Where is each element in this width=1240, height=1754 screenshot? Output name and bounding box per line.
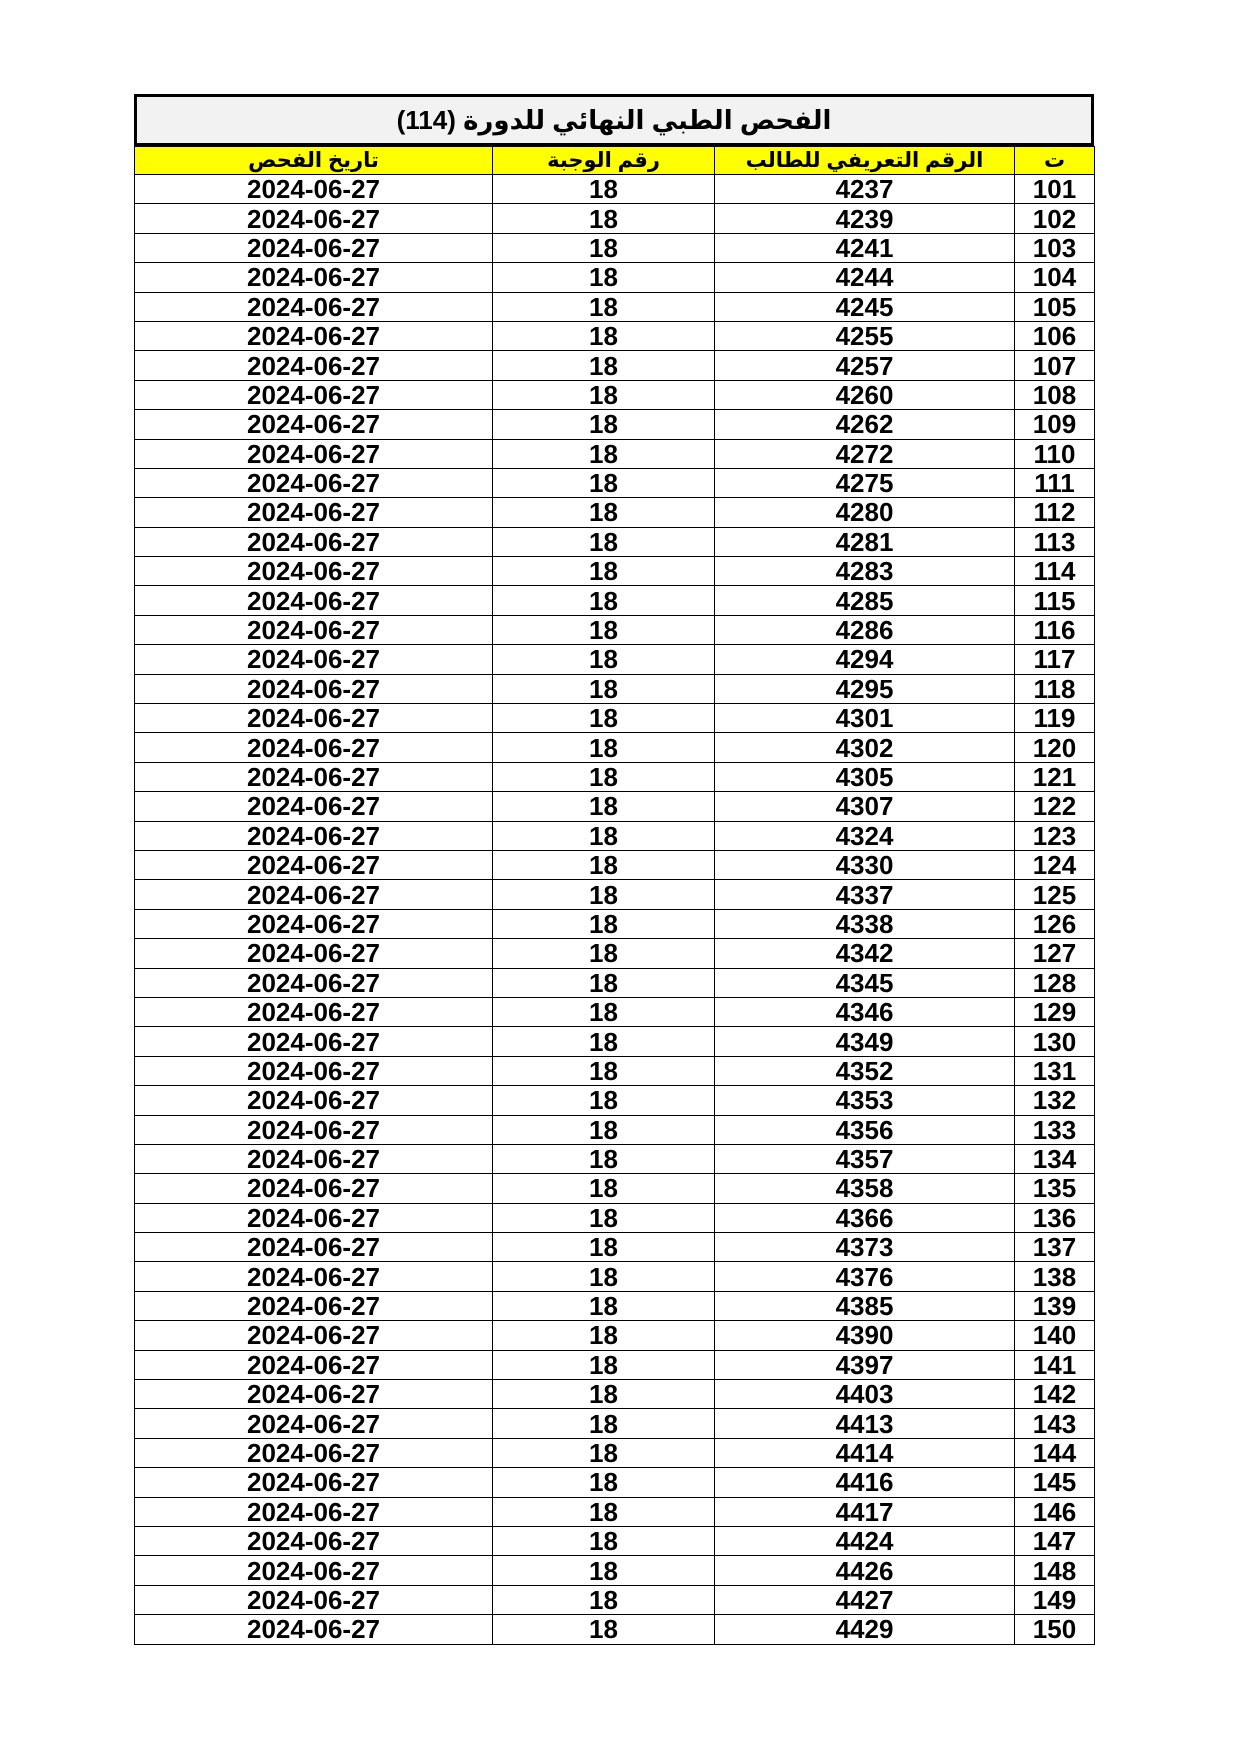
cell-seq: 107 xyxy=(1015,351,1095,380)
title-box xyxy=(134,94,1094,146)
cell-meal-no: 18 xyxy=(493,939,715,968)
table-row xyxy=(135,439,1095,468)
cell-seq: 148 xyxy=(1015,1556,1095,1585)
cell-meal-no: 18 xyxy=(493,792,715,821)
table-row xyxy=(135,410,1095,439)
table-row xyxy=(135,1233,1095,1262)
cell-student-id: 4286 xyxy=(715,615,1015,644)
table-row xyxy=(135,1321,1095,1350)
table-row xyxy=(135,1144,1095,1173)
cell-seq: 143 xyxy=(1015,1409,1095,1438)
table-row xyxy=(135,733,1095,762)
cell-student-id: 4373 xyxy=(715,1233,1015,1262)
cell-student-id: 4390 xyxy=(715,1321,1015,1350)
cell-meal-no: 18 xyxy=(493,380,715,409)
header-student-id: الرقم التعريفي للطالب xyxy=(715,147,1015,175)
cell-seq: 139 xyxy=(1015,1291,1095,1320)
cell-student-id: 4260 xyxy=(715,380,1015,409)
table-row xyxy=(135,821,1095,850)
cell-meal-no: 18 xyxy=(493,1144,715,1173)
cell-meal-no: 18 xyxy=(493,1056,715,1085)
table-row xyxy=(135,645,1095,674)
table-row xyxy=(135,880,1095,909)
cell-student-id: 4417 xyxy=(715,1497,1015,1526)
cell-seq: 133 xyxy=(1015,1115,1095,1144)
cell-seq: 135 xyxy=(1015,1174,1095,1203)
cell-seq: 109 xyxy=(1015,410,1095,439)
cell-meal-no: 18 xyxy=(493,1027,715,1056)
cell-exam-date: 2024-06-27 xyxy=(135,792,493,821)
table-row xyxy=(135,968,1095,997)
table-row xyxy=(135,1585,1095,1614)
cell-exam-date: 2024-06-27 xyxy=(135,1027,493,1056)
table-body xyxy=(135,175,1095,1645)
cell-meal-no: 18 xyxy=(493,1615,715,1644)
table-row xyxy=(135,292,1095,321)
table-row xyxy=(135,1380,1095,1409)
cell-student-id: 4352 xyxy=(715,1056,1015,1085)
cell-seq: 113 xyxy=(1015,527,1095,556)
cell-seq: 140 xyxy=(1015,1321,1095,1350)
table-row xyxy=(135,1027,1095,1056)
cell-seq: 150 xyxy=(1015,1615,1095,1644)
table-row xyxy=(135,175,1095,204)
cell-seq: 105 xyxy=(1015,292,1095,321)
cell-student-id: 4366 xyxy=(715,1203,1015,1232)
cell-student-id: 4397 xyxy=(715,1350,1015,1379)
table-row xyxy=(135,586,1095,615)
cell-student-id: 4301 xyxy=(715,704,1015,733)
table-row xyxy=(135,204,1095,233)
cell-meal-no: 18 xyxy=(493,351,715,380)
cell-student-id: 4346 xyxy=(715,997,1015,1026)
cell-exam-date: 2024-06-27 xyxy=(135,1585,493,1614)
cell-student-id: 4349 xyxy=(715,1027,1015,1056)
cell-meal-no: 18 xyxy=(493,586,715,615)
cell-seq: 130 xyxy=(1015,1027,1095,1056)
cell-student-id: 4295 xyxy=(715,674,1015,703)
cell-seq: 142 xyxy=(1015,1380,1095,1409)
cell-seq: 118 xyxy=(1015,674,1095,703)
table-row xyxy=(135,468,1095,497)
cell-exam-date: 2024-06-27 xyxy=(135,821,493,850)
table-row xyxy=(135,762,1095,791)
cell-seq: 147 xyxy=(1015,1526,1095,1555)
cell-meal-no: 18 xyxy=(493,821,715,850)
cell-student-id: 4272 xyxy=(715,439,1015,468)
cell-seq: 132 xyxy=(1015,1086,1095,1115)
cell-student-id: 4337 xyxy=(715,880,1015,909)
exam-table xyxy=(134,146,1095,1645)
cell-exam-date: 2024-06-27 xyxy=(135,1233,493,1262)
table-row xyxy=(135,615,1095,644)
cell-seq: 144 xyxy=(1015,1438,1095,1467)
cell-exam-date: 2024-06-27 xyxy=(135,733,493,762)
table-row xyxy=(135,1203,1095,1232)
cell-seq: 115 xyxy=(1015,586,1095,615)
cell-meal-no: 18 xyxy=(493,1291,715,1320)
cell-meal-no: 18 xyxy=(493,321,715,350)
table-row xyxy=(135,1291,1095,1320)
cell-exam-date: 2024-06-27 xyxy=(135,498,493,527)
cell-seq: 112 xyxy=(1015,498,1095,527)
cell-meal-no: 18 xyxy=(493,204,715,233)
cell-student-id: 4358 xyxy=(715,1174,1015,1203)
cell-seq: 138 xyxy=(1015,1262,1095,1291)
cell-seq: 136 xyxy=(1015,1203,1095,1232)
table-row xyxy=(135,1497,1095,1526)
cell-meal-no: 18 xyxy=(493,175,715,204)
cell-seq: 106 xyxy=(1015,321,1095,350)
cell-student-id: 4413 xyxy=(715,1409,1015,1438)
page-title: الفحص الطبي النهائي للدورة (114) xyxy=(396,104,832,135)
cell-student-id: 4281 xyxy=(715,527,1015,556)
cell-student-id: 4403 xyxy=(715,1380,1015,1409)
cell-student-id: 4302 xyxy=(715,733,1015,762)
cell-student-id: 4244 xyxy=(715,263,1015,292)
cell-meal-no: 18 xyxy=(493,968,715,997)
cell-seq: 114 xyxy=(1015,557,1095,586)
cell-seq: 121 xyxy=(1015,762,1095,791)
cell-meal-no: 18 xyxy=(493,263,715,292)
cell-student-id: 4376 xyxy=(715,1262,1015,1291)
cell-seq: 129 xyxy=(1015,997,1095,1026)
cell-student-id: 4294 xyxy=(715,645,1015,674)
cell-student-id: 4324 xyxy=(715,821,1015,850)
cell-student-id: 4385 xyxy=(715,1291,1015,1320)
header-seq: ت xyxy=(1015,147,1095,175)
cell-student-id: 4427 xyxy=(715,1585,1015,1614)
cell-student-id: 4283 xyxy=(715,557,1015,586)
cell-meal-no: 18 xyxy=(493,410,715,439)
cell-seq: 117 xyxy=(1015,645,1095,674)
cell-exam-date: 2024-06-27 xyxy=(135,1526,493,1555)
cell-student-id: 4262 xyxy=(715,410,1015,439)
cell-seq: 122 xyxy=(1015,792,1095,821)
table-row xyxy=(135,1615,1095,1644)
cell-meal-no: 18 xyxy=(493,997,715,1026)
cell-seq: 128 xyxy=(1015,968,1095,997)
cell-student-id: 4245 xyxy=(715,292,1015,321)
cell-student-id: 4241 xyxy=(715,233,1015,262)
cell-student-id: 4424 xyxy=(715,1526,1015,1555)
table-row xyxy=(135,351,1095,380)
table-row xyxy=(135,1262,1095,1291)
table-row xyxy=(135,1409,1095,1438)
cell-seq: 126 xyxy=(1015,909,1095,938)
cell-seq: 103 xyxy=(1015,233,1095,262)
cell-exam-date: 2024-06-27 xyxy=(135,204,493,233)
cell-seq: 149 xyxy=(1015,1585,1095,1614)
table-row xyxy=(135,1438,1095,1467)
table-row xyxy=(135,939,1095,968)
cell-student-id: 4338 xyxy=(715,909,1015,938)
header-exam-date: تاريخ الفحص xyxy=(135,147,493,175)
cell-meal-no: 18 xyxy=(493,1262,715,1291)
cell-student-id: 4307 xyxy=(715,792,1015,821)
cell-student-id: 4416 xyxy=(715,1468,1015,1497)
cell-exam-date: 2024-06-27 xyxy=(135,880,493,909)
cell-meal-no: 18 xyxy=(493,850,715,879)
cell-exam-date: 2024-06-27 xyxy=(135,1056,493,1085)
cell-exam-date: 2024-06-27 xyxy=(135,1615,493,1644)
cell-meal-no: 18 xyxy=(493,1585,715,1614)
cell-meal-no: 18 xyxy=(493,645,715,674)
cell-student-id: 4356 xyxy=(715,1115,1015,1144)
cell-exam-date: 2024-06-27 xyxy=(135,1438,493,1467)
cell-seq: 146 xyxy=(1015,1497,1095,1526)
cell-seq: 124 xyxy=(1015,850,1095,879)
header-meal-no: رقم الوجبة xyxy=(493,147,715,175)
cell-seq: 101 xyxy=(1015,175,1095,204)
document-sheet xyxy=(134,94,1094,1645)
cell-meal-no: 18 xyxy=(493,1409,715,1438)
table-row xyxy=(135,321,1095,350)
cell-seq: 111 xyxy=(1015,468,1095,497)
cell-exam-date: 2024-06-27 xyxy=(135,1203,493,1232)
cell-exam-date: 2024-06-27 xyxy=(135,909,493,938)
cell-meal-no: 18 xyxy=(493,1086,715,1115)
table-row xyxy=(135,997,1095,1026)
cell-student-id: 4280 xyxy=(715,498,1015,527)
cell-exam-date: 2024-06-27 xyxy=(135,263,493,292)
cell-seq: 104 xyxy=(1015,263,1095,292)
cell-meal-no: 18 xyxy=(493,1526,715,1555)
cell-seq: 116 xyxy=(1015,615,1095,644)
cell-student-id: 4414 xyxy=(715,1438,1015,1467)
cell-exam-date: 2024-06-27 xyxy=(135,1321,493,1350)
cell-exam-date: 2024-06-27 xyxy=(135,586,493,615)
table-row xyxy=(135,1115,1095,1144)
cell-exam-date: 2024-06-27 xyxy=(135,674,493,703)
cell-student-id: 4357 xyxy=(715,1144,1015,1173)
cell-exam-date: 2024-06-27 xyxy=(135,233,493,262)
cell-meal-no: 18 xyxy=(493,468,715,497)
cell-exam-date: 2024-06-27 xyxy=(135,351,493,380)
cell-exam-date: 2024-06-27 xyxy=(135,468,493,497)
cell-meal-no: 18 xyxy=(493,733,715,762)
cell-meal-no: 18 xyxy=(493,557,715,586)
cell-exam-date: 2024-06-27 xyxy=(135,1174,493,1203)
table-row xyxy=(135,850,1095,879)
cell-seq: 145 xyxy=(1015,1468,1095,1497)
table-row xyxy=(135,557,1095,586)
cell-meal-no: 18 xyxy=(493,527,715,556)
cell-meal-no: 18 xyxy=(493,880,715,909)
cell-meal-no: 18 xyxy=(493,1350,715,1379)
cell-meal-no: 18 xyxy=(493,704,715,733)
cell-exam-date: 2024-06-27 xyxy=(135,527,493,556)
cell-exam-date: 2024-06-27 xyxy=(135,1497,493,1526)
cell-student-id: 4275 xyxy=(715,468,1015,497)
cell-meal-no: 18 xyxy=(493,1174,715,1203)
cell-meal-no: 18 xyxy=(493,615,715,644)
cell-exam-date: 2024-06-27 xyxy=(135,1115,493,1144)
cell-seq: 125 xyxy=(1015,880,1095,909)
cell-student-id: 4353 xyxy=(715,1086,1015,1115)
table-row xyxy=(135,1556,1095,1585)
cell-student-id: 4255 xyxy=(715,321,1015,350)
table-row xyxy=(135,792,1095,821)
cell-exam-date: 2024-06-27 xyxy=(135,1350,493,1379)
cell-seq: 110 xyxy=(1015,439,1095,468)
cell-exam-date: 2024-06-27 xyxy=(135,1086,493,1115)
cell-meal-no: 18 xyxy=(493,1497,715,1526)
cell-meal-no: 18 xyxy=(493,1468,715,1497)
cell-seq: 131 xyxy=(1015,1056,1095,1085)
cell-exam-date: 2024-06-27 xyxy=(135,1380,493,1409)
cell-exam-date: 2024-06-27 xyxy=(135,175,493,204)
cell-exam-date: 2024-06-27 xyxy=(135,704,493,733)
cell-exam-date: 2024-06-27 xyxy=(135,380,493,409)
table-row xyxy=(135,1468,1095,1497)
cell-student-id: 4345 xyxy=(715,968,1015,997)
cell-meal-no: 18 xyxy=(493,1115,715,1144)
cell-meal-no: 18 xyxy=(493,1380,715,1409)
cell-student-id: 4330 xyxy=(715,850,1015,879)
cell-meal-no: 18 xyxy=(493,1556,715,1585)
cell-student-id: 4429 xyxy=(715,1615,1015,1644)
cell-student-id: 4239 xyxy=(715,204,1015,233)
table-row xyxy=(135,380,1095,409)
cell-student-id: 4285 xyxy=(715,586,1015,615)
cell-exam-date: 2024-06-27 xyxy=(135,1468,493,1497)
cell-exam-date: 2024-06-27 xyxy=(135,1409,493,1438)
table-row xyxy=(135,909,1095,938)
cell-meal-no: 18 xyxy=(493,674,715,703)
cell-exam-date: 2024-06-27 xyxy=(135,557,493,586)
table-row xyxy=(135,1086,1095,1115)
cell-exam-date: 2024-06-27 xyxy=(135,615,493,644)
cell-seq: 102 xyxy=(1015,204,1095,233)
cell-meal-no: 18 xyxy=(493,1233,715,1262)
cell-seq: 123 xyxy=(1015,821,1095,850)
cell-seq: 134 xyxy=(1015,1144,1095,1173)
cell-exam-date: 2024-06-27 xyxy=(135,762,493,791)
cell-exam-date: 2024-06-27 xyxy=(135,292,493,321)
cell-meal-no: 18 xyxy=(493,1321,715,1350)
table-row xyxy=(135,263,1095,292)
table-row xyxy=(135,704,1095,733)
cell-seq: 119 xyxy=(1015,704,1095,733)
cell-exam-date: 2024-06-27 xyxy=(135,939,493,968)
cell-exam-date: 2024-06-27 xyxy=(135,1556,493,1585)
cell-exam-date: 2024-06-27 xyxy=(135,439,493,468)
cell-meal-no: 18 xyxy=(493,909,715,938)
table-row xyxy=(135,1056,1095,1085)
cell-meal-no: 18 xyxy=(493,233,715,262)
header-row xyxy=(135,147,1095,175)
cell-seq: 127 xyxy=(1015,939,1095,968)
cell-student-id: 4257 xyxy=(715,351,1015,380)
cell-exam-date: 2024-06-27 xyxy=(135,410,493,439)
cell-exam-date: 2024-06-27 xyxy=(135,321,493,350)
cell-exam-date: 2024-06-27 xyxy=(135,850,493,879)
cell-seq: 141 xyxy=(1015,1350,1095,1379)
cell-meal-no: 18 xyxy=(493,1438,715,1467)
table-row xyxy=(135,1350,1095,1379)
cell-meal-no: 18 xyxy=(493,439,715,468)
table-row xyxy=(135,1526,1095,1555)
cell-seq: 120 xyxy=(1015,733,1095,762)
table-row xyxy=(135,1174,1095,1203)
cell-student-id: 4305 xyxy=(715,762,1015,791)
cell-seq: 137 xyxy=(1015,1233,1095,1262)
cell-exam-date: 2024-06-27 xyxy=(135,1262,493,1291)
table-row xyxy=(135,674,1095,703)
cell-exam-date: 2024-06-27 xyxy=(135,997,493,1026)
cell-meal-no: 18 xyxy=(493,1203,715,1232)
cell-exam-date: 2024-06-27 xyxy=(135,968,493,997)
cell-exam-date: 2024-06-27 xyxy=(135,1144,493,1173)
cell-exam-date: 2024-06-27 xyxy=(135,1291,493,1320)
table-row xyxy=(135,527,1095,556)
cell-student-id: 4237 xyxy=(715,175,1015,204)
cell-student-id: 4342 xyxy=(715,939,1015,968)
cell-seq: 108 xyxy=(1015,380,1095,409)
cell-meal-no: 18 xyxy=(493,762,715,791)
table-row xyxy=(135,233,1095,262)
cell-meal-no: 18 xyxy=(493,498,715,527)
table-row xyxy=(135,498,1095,527)
cell-exam-date: 2024-06-27 xyxy=(135,645,493,674)
cell-student-id: 4426 xyxy=(715,1556,1015,1585)
cell-meal-no: 18 xyxy=(493,292,715,321)
